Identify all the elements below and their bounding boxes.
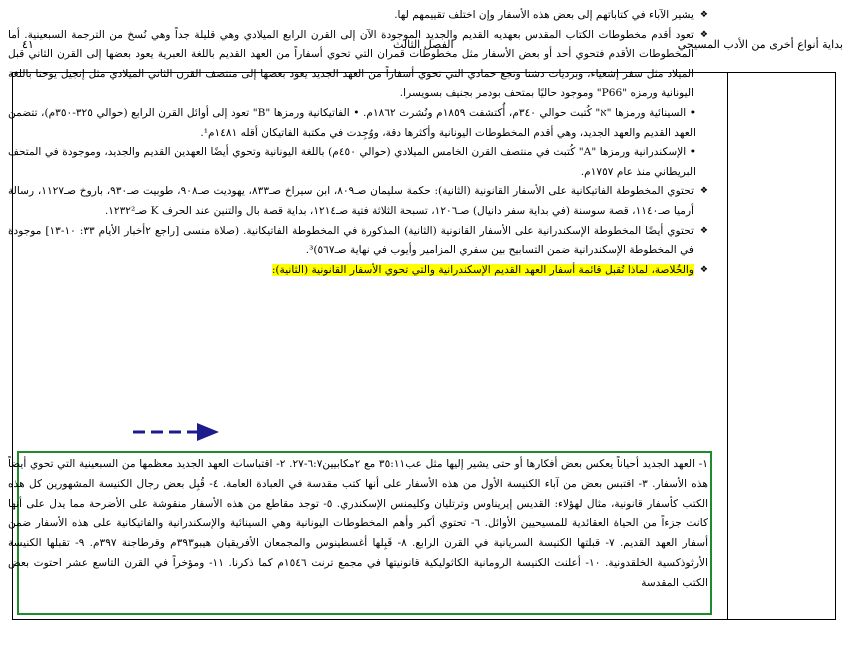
bullet-manuscripts: ❖ تعود أقدم مخطوطات الكتاب المقدس بعهديه القديم والجديد الموجودة الآن إلى القرن الرابع الميلادي وهي قليلة جداً وهي نُسخ من الترجمة السبعينية. أما المخطوطات الأقدم فتحوي أحد أو بعض الأسفار مثل مخطوطات قمران التي تحوي أسفاراً من العهد القديم باللغة العبرية يعود بعضها إلى القرن الثاني قبل الميلاد مثل سفر إشعياء، وبرديات دشنا ونجع حمادي التي تحوي أسفاراً من العهد الجديد يعود بعضها إلى منتصف القرن الثاني الميلادي مثل إنجيل يوحنا باللغة اليونانية ورمزه "P66" وموجود حاليًا بمتحف بودمر بجنيف بسويسرا. bbox=[8, 26, 708, 104]
empty-margin-column bbox=[727, 73, 835, 619]
book-title: بداية أنواع أخرى من الأدب المسيحي bbox=[677, 38, 843, 51]
highlighted-question: والخُلاصة، لماذا تُقبل قائمة أسفار العهد القديم الإسكندرانية والتي تحوي الأسفار القانونية (الثانية): bbox=[271, 263, 694, 276]
bullet-vaticanus-contents: ❖ تحتوي المخطوطة الفاتيكانية على الأسفار القانونية (الثانية): حكمة سليمان صـ٨٠٩، ابن سيراخ صـ٨٣٣، يهوديت صـ٩٠٨، طوبيت صـ٩٣٠، باروخ صـ١١٢٧، رسالة أرميا صـ١١٤٠، قصة سوسنة (في بداية سفر دانيال) صـ١٢٠٦، تسبحة الثلاثة فتية صـ١٢١٤، بداية قصة بال والتنين عند الحرف K صـ١٢٣٢². bbox=[8, 182, 708, 221]
summary-text: ١- العهد الجديد أحياناً يعكس بعض أفكارها أو حتى يشير إليها مثل عب٣٥:١١ مع ٢مكابيين٦:٧-٢٧. ٢- اقتباسات العهد الجديد معظمها من السبعينية التي تحوي أيضاً هذه الأسفار. ٣- اقتبس بعض من آباء الكنيسة الأول من هذه الأسفار على أنها كتب مقدسة في العبادة العامة. ٤- قُبِل بعض رجال الكنيسة المشهورين كل هذه الكتب كأسفار قانونية، مثال لهؤلاء: القديس إيريناوس وترتليان وكليمنس الإسكندري. ٥- توجد مقاطع من هذه الأسفار منقوشة على الأضرحة مما يدل على أنها كانت جزءاً من الحياة العقائدية للمسيحيين الأوائل. ٦- تحتوي أكبر وأهم المخطوطات اليونانية وهي السينائية والإسكندرانية والفاتيكانية على هذه الأسفار ضمن أسفار العهد القديم. ٧- قبلتها الكنيسة السريانية في القرن الرابع. ٨- قَبِلها أغسطينوس والمجمعان الأفريقيان هيبو٣٩٣م وقرطاجنة ٣٩٧م. ٩- تقبلها الكنيسة الأرثوذكسية الخلقدونية. ١٠- أعلنت الكنيسة الرومانية الكاثوليكية قانونيتها في مجمع ترنت ١٥٤٦م كما ذكرنا. ١١- ومؤخراً في القرن التاسع عشر احتوت بعض الكتب المقدسة bbox=[8, 458, 709, 589]
bullet-summary-question bbox=[8, 261, 708, 281]
sub-alexandrinus: • الإسكندرانية ورمزها "A" كُتبت في منتصف القرن الخامس الميلادي (حوالي ٤٥٠م) باللغة اليونانية وتحوي أيضًا العهدين القديم والجديد، وموجودة في المتحف البريطاني منذ عام ١٧٥٧م. bbox=[8, 146, 696, 178]
bullet-fathers: ❖ يشير الآباء في كتاباتهم إلى بعض هذه الأسفار وإن اختلف تقييمهم لها. bbox=[8, 6, 708, 26]
bullet-alexandrinus-contents: ❖ تحتوي أيضًا المخطوطة الإسكندرانية على الأسفار القانونية (الثانية) المذكورة في المخطوطة الفاتيكانية. (صلاة منسى [راجع ٢أخبار الأيام ٣٣: ١٠-١٣] موجودة في المخطوطة الإسكندرانية ضمن التسابيح بين سفري المزامير وأيوب في نهاية صـ٥٦٧)³. bbox=[8, 222, 708, 261]
main-text bbox=[8, 6, 708, 280]
sub-sinaiticus-vaticanus: • السينائية ورمزها "א" كُتبت حوالي ٣٤٠م، أُكتشفت ١٨٥٩م ونُشرت ١٨٦٢م. • الفاتيكانية ورمزها "B" تعود إلى أوائل القرن الرابع (حوالي ٣٢٥-٣٥٠م)، تتضمن العهد القديم والعهد الجديد، وهي أقدم المخطوطات اليونانية وأكثرها دقة، ووُجِدت في مكتبة الفاتيكان أقله ١٤٨١م¹. bbox=[8, 106, 697, 139]
dashed-arrow-icon bbox=[131, 421, 221, 443]
page-number: ٤١ bbox=[22, 38, 34, 51]
chapter-title: الفصل الثالث bbox=[393, 38, 454, 51]
